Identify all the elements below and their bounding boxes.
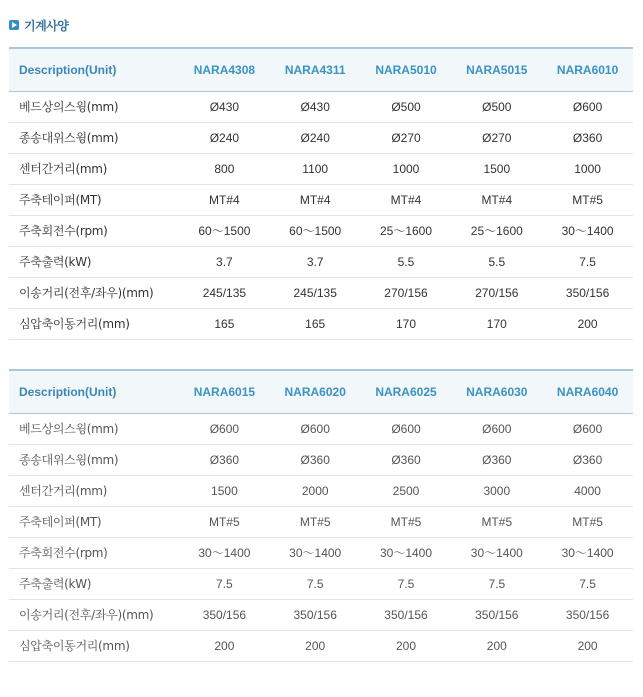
header-model: NARA6040 xyxy=(542,370,633,413)
spec-value: 170 xyxy=(361,308,452,339)
spec-value: 7.5 xyxy=(179,568,270,599)
table-body xyxy=(9,91,633,339)
spec-table-1 xyxy=(9,47,633,340)
header-description: Description(Unit) xyxy=(9,48,179,91)
spec-table-2 xyxy=(9,369,633,662)
spec-value: Ø270 xyxy=(361,122,452,153)
spec-value: 200 xyxy=(179,630,270,661)
spec-value: 7.5 xyxy=(542,246,633,277)
table-row xyxy=(9,308,633,339)
spec-value: 350/156 xyxy=(542,599,633,630)
spec-value: 800 xyxy=(179,153,270,184)
spec-value: 1000 xyxy=(542,153,633,184)
spec-value: MT#4 xyxy=(179,184,270,215)
spec-value: Ø360 xyxy=(179,444,270,475)
header-model: NARA6015 xyxy=(179,370,270,413)
spec-value: 30～1400 xyxy=(451,537,542,568)
spec-label: 주축테이퍼(MT) xyxy=(9,506,179,537)
spec-value: 5.5 xyxy=(361,246,452,277)
spec-label: 종송대위스윙(mm) xyxy=(9,122,179,153)
spec-value: 2000 xyxy=(270,475,361,506)
spec-label: 종송대위스윙(mm) xyxy=(9,444,179,475)
spec-value: 350/156 xyxy=(542,277,633,308)
spec-value: 200 xyxy=(270,630,361,661)
header-model: NARA5015 xyxy=(451,48,542,91)
spec-value: 1000 xyxy=(361,153,452,184)
spec-value: MT#4 xyxy=(270,184,361,215)
spec-label: 이송거리(전후/좌우)(mm) xyxy=(9,599,179,630)
spec-label: 이송거리(전후/좌우)(mm) xyxy=(9,277,179,308)
spec-value: 200 xyxy=(451,630,542,661)
spec-label: 주축테이퍼(MT) xyxy=(9,184,179,215)
spec-value: Ø360 xyxy=(542,444,633,475)
spec-value: 1500 xyxy=(451,153,542,184)
table-row xyxy=(9,246,633,277)
table-row xyxy=(9,630,633,661)
spec-label: 주축회전수(rpm) xyxy=(9,215,179,246)
spec-value: 7.5 xyxy=(542,568,633,599)
spec-value: 25～1600 xyxy=(451,215,542,246)
spec-value: 3.7 xyxy=(270,246,361,277)
table-row xyxy=(9,599,633,630)
spec-value: 7.5 xyxy=(270,568,361,599)
table-row xyxy=(9,444,633,475)
spec-label: 베드상의스윙(mm) xyxy=(9,91,179,122)
header-model: NARA5010 xyxy=(361,48,452,91)
table-body xyxy=(9,413,633,661)
spec-value: Ø430 xyxy=(270,91,361,122)
spec-value: Ø240 xyxy=(179,122,270,153)
spec-value: MT#5 xyxy=(179,506,270,537)
spec-label: 센터간거리(mm) xyxy=(9,153,179,184)
spec-value: MT#5 xyxy=(542,184,633,215)
spec-value: 4000 xyxy=(542,475,633,506)
spec-label: 주축회전수(rpm) xyxy=(9,537,179,568)
table-row xyxy=(9,215,633,246)
spec-value: 2500 xyxy=(361,475,452,506)
spec-value: 60～1500 xyxy=(179,215,270,246)
spec-value: Ø600 xyxy=(451,413,542,444)
spec-value: 25～1600 xyxy=(361,215,452,246)
spec-value: 270/156 xyxy=(361,277,452,308)
spec-value: 170 xyxy=(451,308,542,339)
spec-value: Ø360 xyxy=(361,444,452,475)
spec-label: 주축출력(kW) xyxy=(9,568,179,599)
table-row xyxy=(9,122,633,153)
spec-value: MT#5 xyxy=(270,506,361,537)
spec-value: 350/156 xyxy=(270,599,361,630)
header-model: NARA4308 xyxy=(179,48,270,91)
bullet-arrow-icon xyxy=(9,20,19,30)
table-row xyxy=(9,537,633,568)
spec-value: Ø430 xyxy=(179,91,270,122)
spec-value: Ø360 xyxy=(270,444,361,475)
table-row xyxy=(9,91,633,122)
table-row xyxy=(9,277,633,308)
header-model: NARA6030 xyxy=(451,370,542,413)
spec-value: 30～1400 xyxy=(361,537,452,568)
spec-value: Ø360 xyxy=(451,444,542,475)
spec-value: 165 xyxy=(270,308,361,339)
table-row xyxy=(9,475,633,506)
spec-value: 30～1400 xyxy=(179,537,270,568)
spec-value: Ø600 xyxy=(542,91,633,122)
spec-value: 7.5 xyxy=(361,568,452,599)
spec-value: 350/156 xyxy=(451,599,542,630)
spec-label: 베드상의스윙(mm) xyxy=(9,413,179,444)
section-title-text: 기계사양 xyxy=(24,18,69,33)
section-title xyxy=(9,15,68,35)
spec-value: 245/135 xyxy=(270,277,361,308)
spec-value: Ø360 xyxy=(542,122,633,153)
spec-value: 30～1400 xyxy=(542,537,633,568)
spec-value: Ø600 xyxy=(270,413,361,444)
spec-value: 3000 xyxy=(451,475,542,506)
spec-value: MT#4 xyxy=(451,184,542,215)
spec-value: 165 xyxy=(179,308,270,339)
spec-value: 5.5 xyxy=(451,246,542,277)
header-description: Description(Unit) xyxy=(9,370,179,413)
spec-value: Ø600 xyxy=(179,413,270,444)
table-header-row xyxy=(9,370,633,413)
spec-value: 350/156 xyxy=(179,599,270,630)
spec-value: 200 xyxy=(542,308,633,339)
spec-value: 200 xyxy=(542,630,633,661)
spec-label: 주축출력(kW) xyxy=(9,246,179,277)
spec-label: 심압축이동거리(mm) xyxy=(9,630,179,661)
spec-value: 3.7 xyxy=(179,246,270,277)
spec-value: 30～1400 xyxy=(270,537,361,568)
spec-value: Ø270 xyxy=(451,122,542,153)
spec-value: MT#4 xyxy=(361,184,452,215)
header-model: NARA6010 xyxy=(542,48,633,91)
spec-label: 심압축이동거리(mm) xyxy=(9,308,179,339)
spec-value: 245/135 xyxy=(179,277,270,308)
table-row xyxy=(9,184,633,215)
spec-value: 30～1400 xyxy=(542,215,633,246)
spec-value: 60～1500 xyxy=(270,215,361,246)
spec-value: 1500 xyxy=(179,475,270,506)
spec-value: Ø240 xyxy=(270,122,361,153)
spec-value: Ø600 xyxy=(361,413,452,444)
header-model: NARA6025 xyxy=(361,370,452,413)
spec-value: 7.5 xyxy=(451,568,542,599)
table-row xyxy=(9,506,633,537)
spec-value: Ø600 xyxy=(542,413,633,444)
spec-value: MT#5 xyxy=(361,506,452,537)
spec-value: 350/156 xyxy=(361,599,452,630)
spec-label: 센터간거리(mm) xyxy=(9,475,179,506)
spec-value: Ø500 xyxy=(451,91,542,122)
table-row xyxy=(9,568,633,599)
header-model: NARA4311 xyxy=(270,48,361,91)
table-row xyxy=(9,153,633,184)
spec-value: Ø500 xyxy=(361,91,452,122)
table-row xyxy=(9,413,633,444)
spec-value: MT#5 xyxy=(451,506,542,537)
spec-value: MT#5 xyxy=(542,506,633,537)
spec-value: 1100 xyxy=(270,153,361,184)
spec-value: 270/156 xyxy=(451,277,542,308)
header-model: NARA6020 xyxy=(270,370,361,413)
table-header-row xyxy=(9,48,633,91)
spec-value: 200 xyxy=(361,630,452,661)
